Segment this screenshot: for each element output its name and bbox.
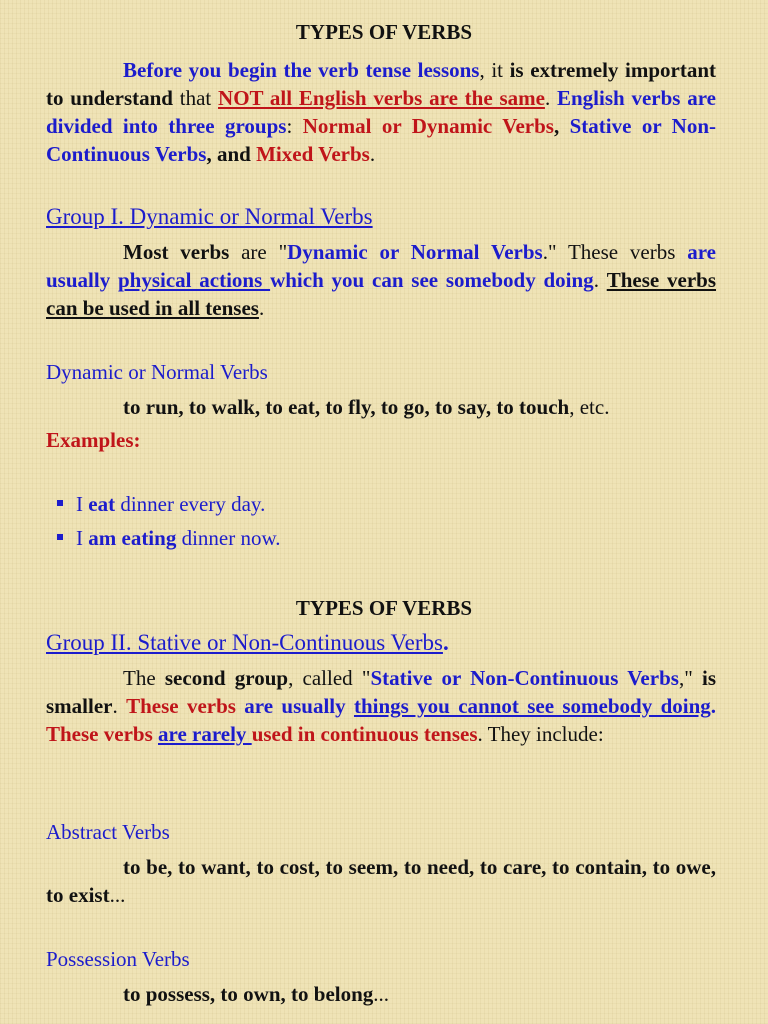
dynamic-verbs-list xyxy=(46,395,716,420)
group1-phrase: Most verbs xyxy=(123,240,230,264)
intro-phrase: Before you begin the verb tense lessons xyxy=(123,58,480,82)
possession-verbs-list xyxy=(46,982,716,1007)
example-verb: eat xyxy=(88,492,116,516)
abstract-verbs-subheading: Abstract Verbs xyxy=(46,820,170,844)
group1-phrase: are usually xyxy=(46,240,716,292)
group2-phrase: These verbs xyxy=(46,722,158,746)
group2-heading-line xyxy=(46,630,716,656)
group2-phrase: are usually xyxy=(244,694,354,718)
group1-text: . xyxy=(258,296,265,320)
possession-verbs-ellipsis: ... xyxy=(373,982,390,1006)
example-item xyxy=(46,492,716,526)
possession-verbs-subheading: Possession Verbs xyxy=(46,947,190,971)
intro-text: , and xyxy=(206,142,257,166)
group2-text: . xyxy=(112,694,127,718)
group2-phrase: is smaller xyxy=(46,666,716,718)
group2-heading: Group II. Stative or Non-Continuous Verbs xyxy=(46,630,443,655)
example-text: I xyxy=(76,492,89,516)
intro-phrase: NOT all English verbs are the same xyxy=(218,86,545,110)
example-verb: am eating xyxy=(88,526,177,550)
group2-text: . xyxy=(710,694,717,718)
abstract-verbs-ellipsis: ... xyxy=(109,883,126,907)
intro-phrase: Mixed Verbs xyxy=(256,142,370,166)
intro-text: , xyxy=(553,114,570,138)
intro-text: : xyxy=(286,114,303,138)
intro-paragraph xyxy=(46,56,716,168)
group2-text: The xyxy=(123,666,165,690)
page-title: TYPES OF VERBS xyxy=(295,20,473,44)
intro-phrase: is extremely important to understand xyxy=(46,58,716,110)
examples-list xyxy=(46,492,716,560)
group1-phrase: Dynamic or Normal Verbs xyxy=(287,240,543,264)
group1-text: are " xyxy=(229,240,288,264)
bullet-square-icon xyxy=(57,534,63,540)
group2-phrase: things you cannot see somebody doing xyxy=(353,694,711,718)
intro-text: , it xyxy=(479,58,510,82)
intro-phrase: Normal or Dynamic Verbs xyxy=(302,114,554,138)
example-text: I xyxy=(76,526,89,550)
abstract-verbs-list xyxy=(46,853,716,909)
dynamic-verbs-subheading: Dynamic or Normal Verbs xyxy=(46,360,268,384)
example-item xyxy=(46,526,716,560)
example-text: dinner every day. xyxy=(115,492,266,516)
intro-text: that xyxy=(172,86,219,110)
group2-phrase: These verbs xyxy=(126,694,236,718)
possession-verbs-items: to possess, to own, to belong xyxy=(123,982,374,1006)
group1-phrase: which you can see somebody doing xyxy=(270,268,594,292)
bullet-square-icon xyxy=(57,500,63,506)
group2-phrase: used in continuous tenses xyxy=(251,722,478,746)
intro-text: . xyxy=(544,86,557,110)
group2-heading-dot: . xyxy=(442,630,449,655)
group1-text: . xyxy=(593,268,607,292)
abstract-verbs-items: to be, to want, to cost, to seem, to need, to care, to contain, to owe, to exist xyxy=(46,855,716,907)
intro-text: . xyxy=(369,142,376,166)
group1-paragraph xyxy=(46,238,716,322)
group1-heading: Group I. Dynamic or Normal Verbs xyxy=(46,204,373,229)
group2-paragraph xyxy=(46,664,716,748)
group2-phrase: Stative or Non-Continuous Verbs xyxy=(370,666,679,690)
page-title-2: TYPES OF VERBS xyxy=(295,596,473,620)
group2-phrase: second group xyxy=(164,666,289,690)
group2-text: . They include: xyxy=(477,722,604,746)
dynamic-verbs-items: to run, to walk, to eat, to fly, to go, to say, to touch xyxy=(123,395,570,419)
dynamic-verbs-etc: , etc. xyxy=(569,395,610,419)
intro-phrase: English verbs are divided into three groups xyxy=(46,86,716,138)
group2-phrase: are rarely xyxy=(158,722,252,746)
example-text: dinner now. xyxy=(176,526,281,550)
group1-text: ." These verbs xyxy=(542,240,688,264)
examples-label: Examples: xyxy=(46,428,141,452)
group1-phrase: These verbs can be used in all tenses xyxy=(46,268,716,320)
group2-text: , called " xyxy=(288,666,371,690)
intro-phrase: Stative or Non-Continuous Verbs xyxy=(46,114,717,166)
group1-phrase: physical actions xyxy=(117,268,271,292)
group2-text: ," xyxy=(678,666,702,690)
